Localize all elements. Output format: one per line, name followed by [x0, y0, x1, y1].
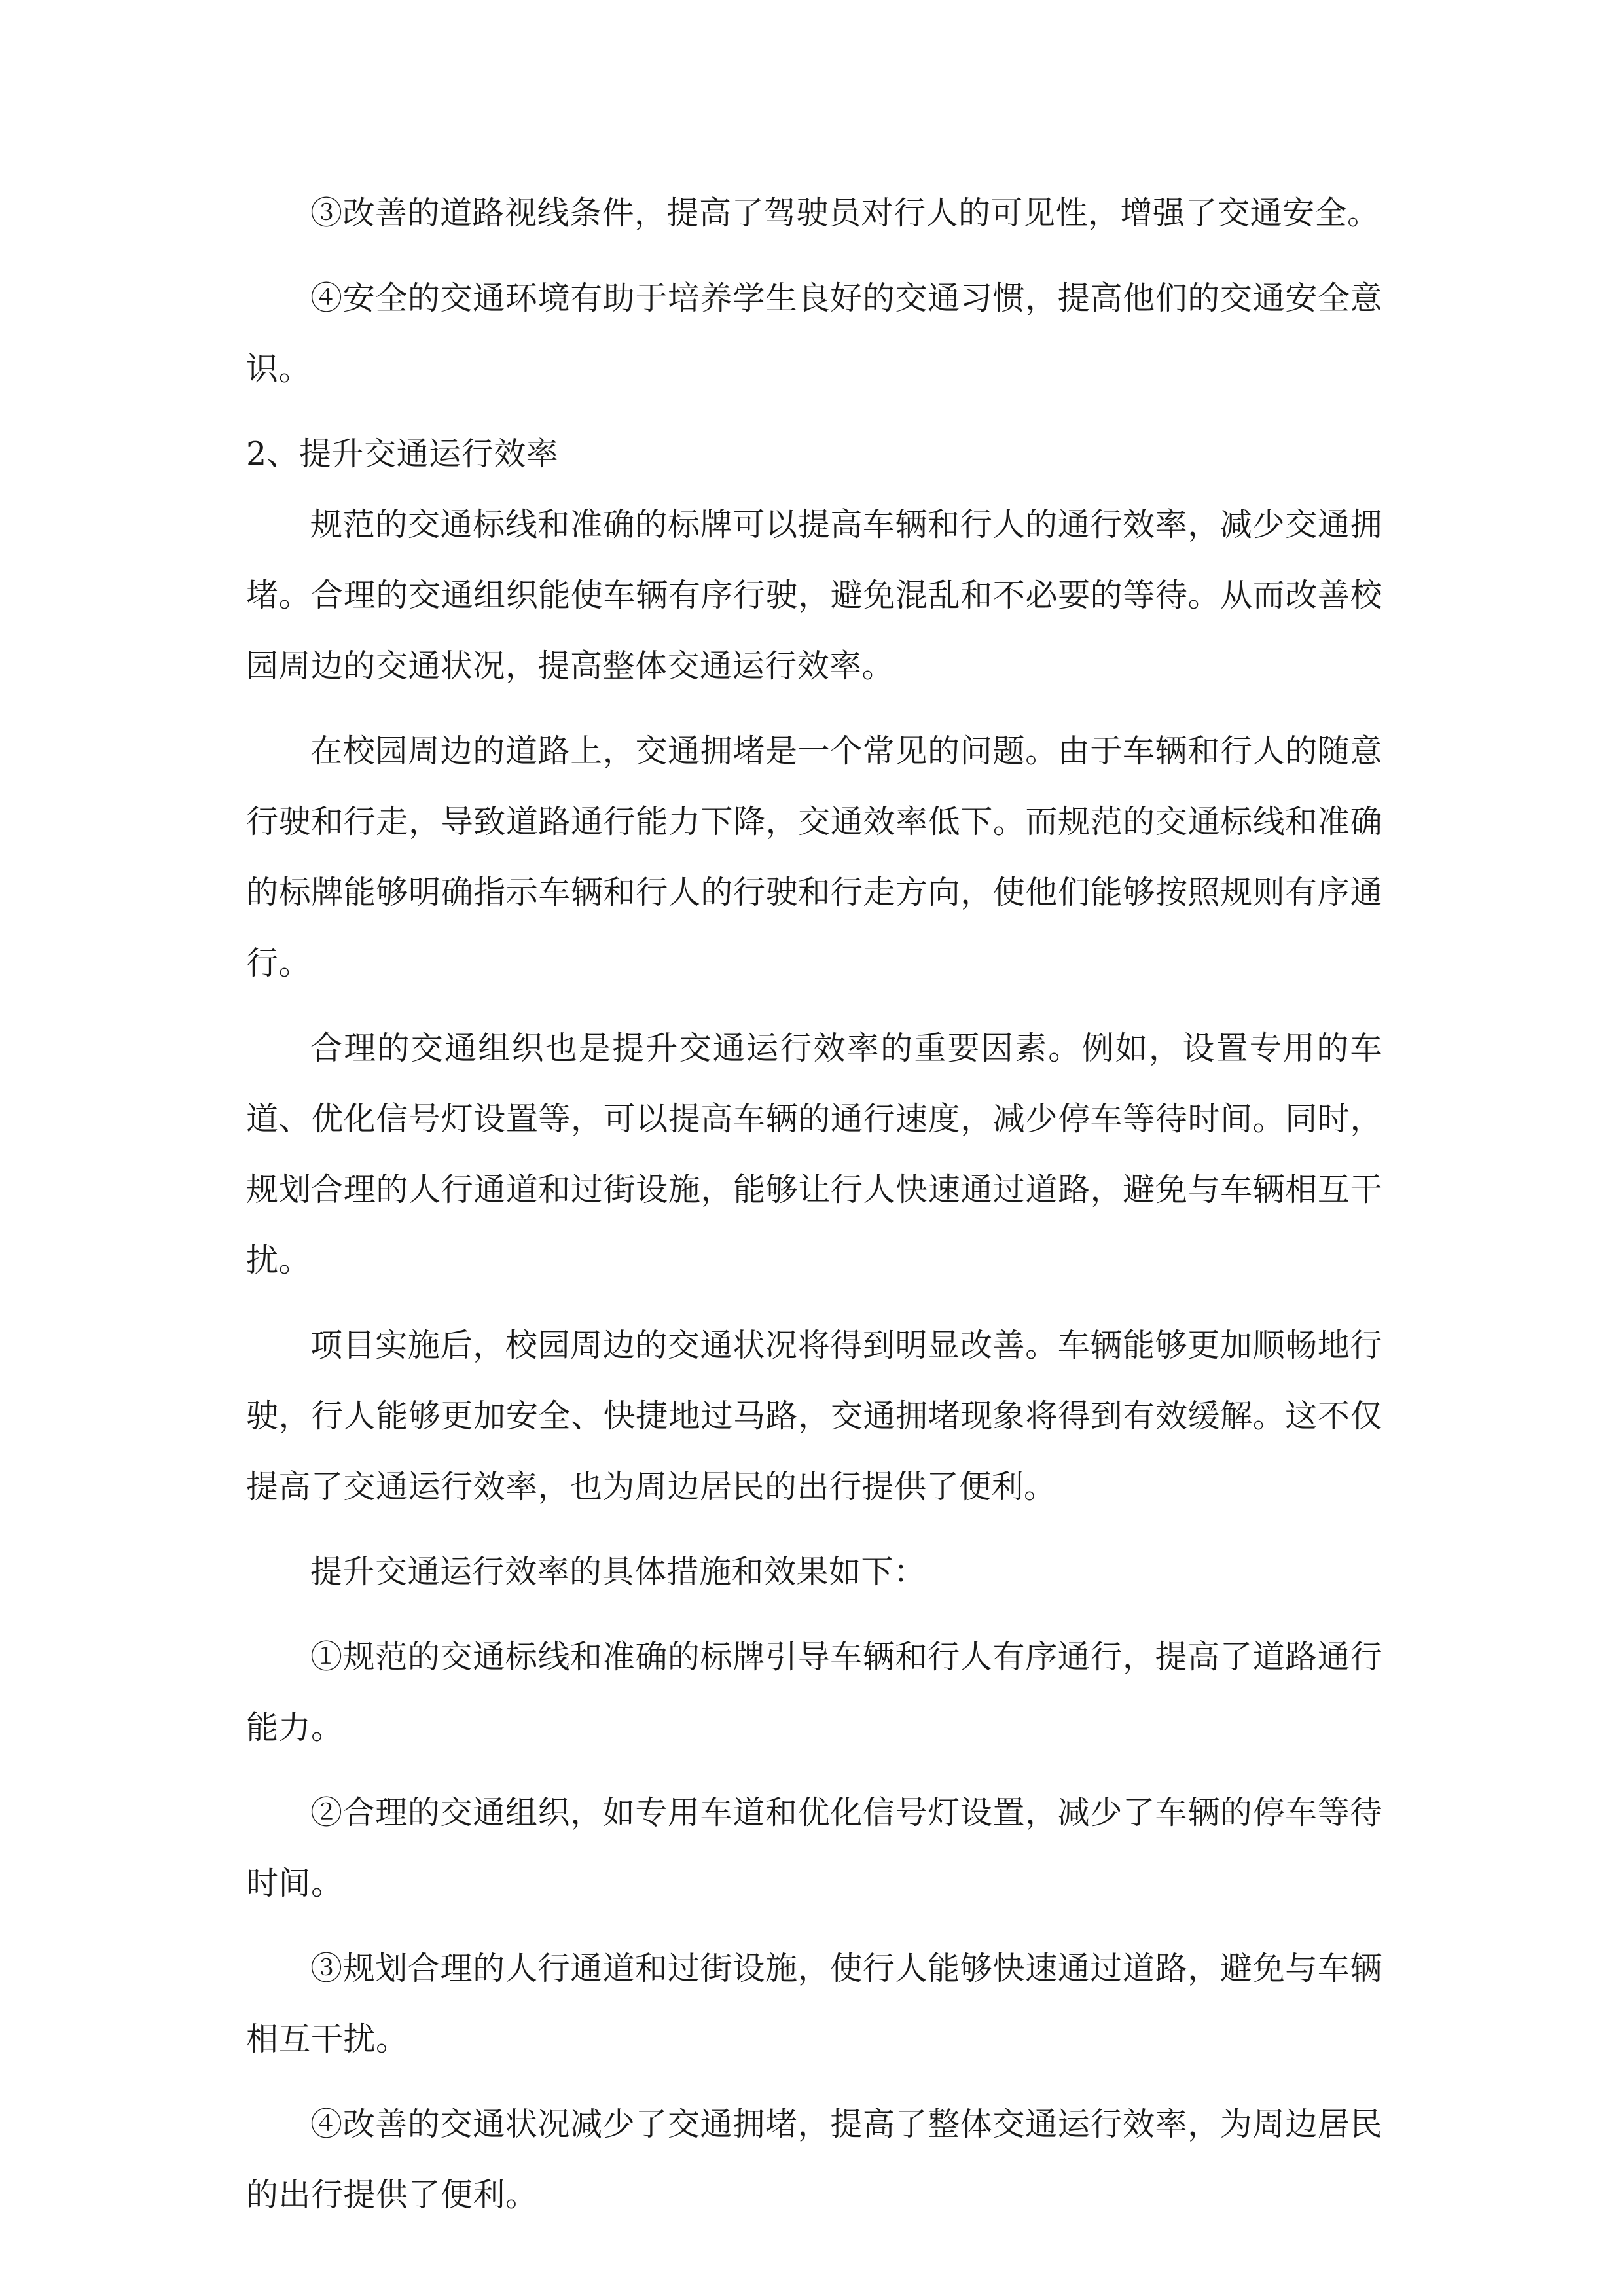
- paragraph-implementation: 项目实施后，校园周边的交通状况将得到明显改善。车辆能够更加顺畅地行驶，行人能够更加安全、快捷地过马路，交通拥堵现象将得到有效缓解。这不仅提高了交通运行效率，也为周边居民的出行提供了便利。: [246, 1327, 1382, 1505]
- paragraph-efficiency-intro: 规范的交通标线和准确的标牌可以提高车辆和行人的通行效率，减少交通拥堵。合理的交通组织能使车辆有序行驶，避免混乱和不必要的等待。从而改善校园周边的交通状况，提高整体交通运行效率。: [246, 506, 1382, 685]
- section-heading: 2、提升交通运行效率: [246, 435, 559, 473]
- paragraph-congestion: 在校园周边的道路上，交通拥堵是一个常见的问题。由于车辆和行人的随意行驶和行走，导致道路通行能力下降，交通效率低下。而规范的交通标线和准确的标牌能够明确指示车辆和行人的行驶和行走方向，使他们能够按照规则有序通行。: [246, 732, 1382, 982]
- paragraph-safety-3: ③改善的道路视线条件，提高了驾驶员对行人的可见性，增强了交通安全。: [310, 194, 1380, 232]
- paragraph-measure-4: ④改善的交通状况减少了交通拥堵，提高了整体交通运行效率，为周边居民的出行提供了便利。: [246, 2106, 1382, 2214]
- document-body: [246, 178, 1382, 2231]
- paragraph-measures-intro: 提升交通运行效率的具体措施和效果如下：: [310, 1553, 926, 1590]
- paragraph-measure-1: ①规范的交通标线和准确的标牌引导车辆和行人有序通行，提高了道路通行能力。: [246, 1638, 1382, 1746]
- paragraph-organization: 合理的交通组织也是提升交通运行效率的重要因素。例如，设置专用的车道、优化信号灯设置等，可以提高车辆的通行速度，减少停车等待时间。同时，规划合理的人行通道和过街设施，能够让行人快速通过道路，避免与车辆相互干扰。: [246, 1030, 1382, 1279]
- paragraph-measure-3: ③规划合理的人行通道和过街设施，使行人能够快速通过道路，避免与车辆相互干扰。: [246, 1950, 1382, 2058]
- paragraph-measure-2: ②合理的交通组织，如专用车道和优化信号灯设置，减少了车辆的停车等待时间。: [246, 1794, 1382, 1902]
- paragraph-safety-4: ④安全的交通环境有助于培养学生良好的交通习惯，提高他们的交通安全意识。: [246, 279, 1382, 387]
